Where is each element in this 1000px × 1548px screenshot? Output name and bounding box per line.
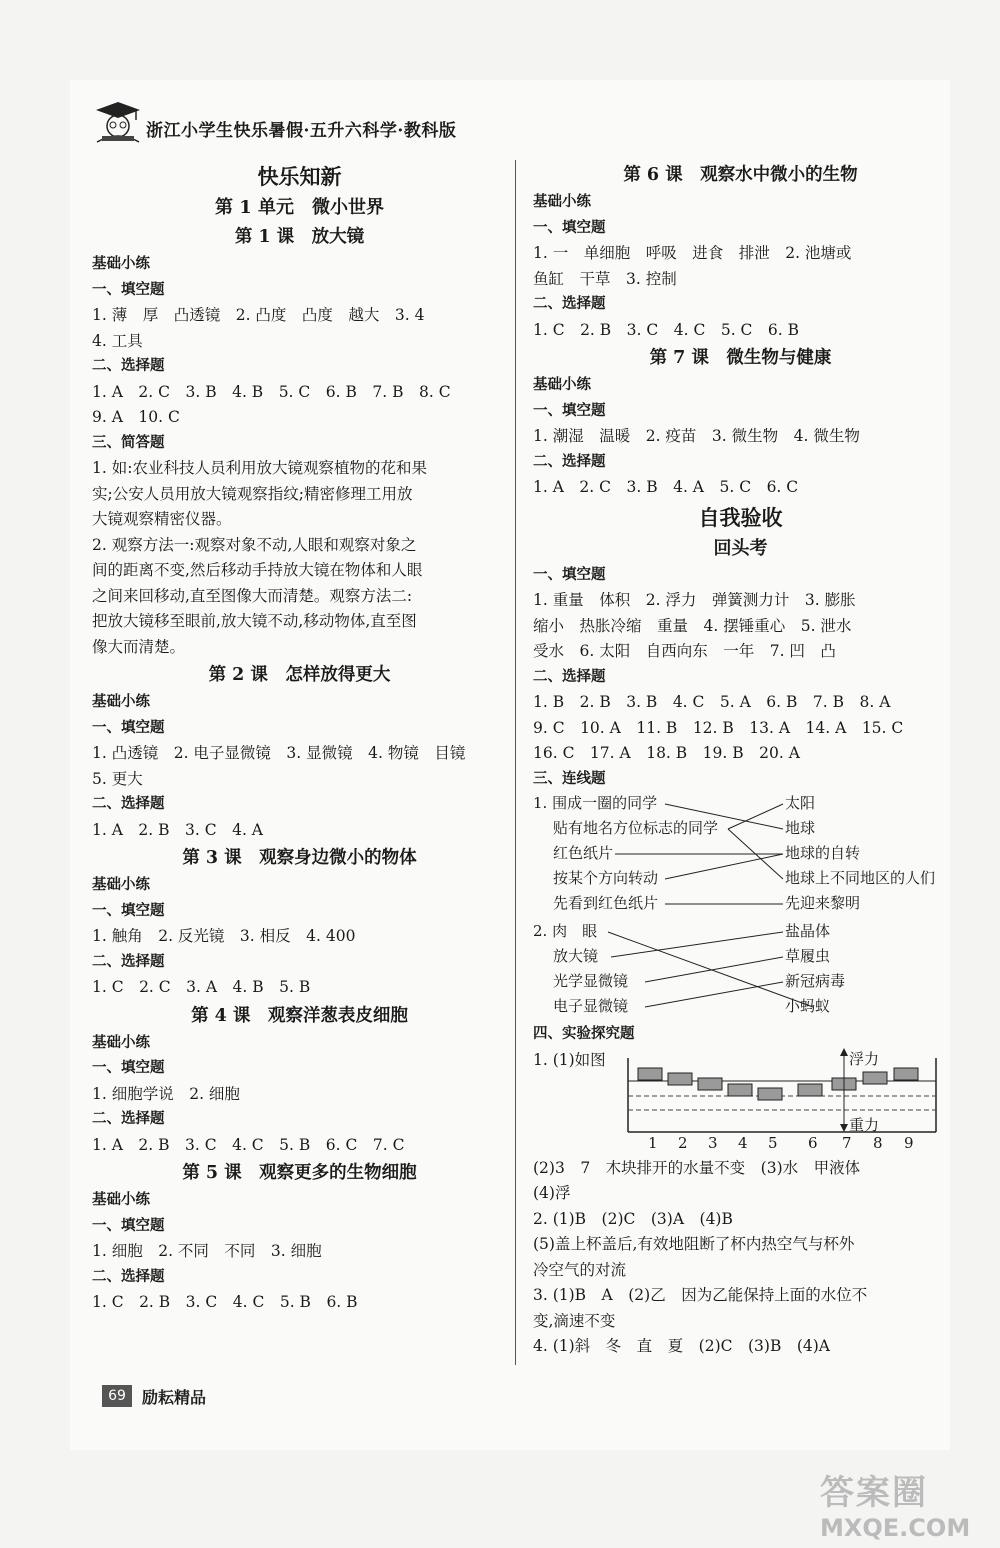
match1-right-4: 地球上不同地区的人们	[785, 869, 936, 887]
match1-left-4: 按某个方向转动	[553, 869, 659, 887]
left-column	[92, 160, 507, 1316]
answer-line: 冷空气的对流	[533, 1260, 627, 1279]
answer-line: 16. C 17. A 18. B 19. B 20. A	[533, 744, 800, 762]
section-heading: 一、填空题	[533, 566, 606, 583]
answer-line: 受水 6. 太阳 自西向东 一年 7. 凹 凸	[533, 642, 836, 660]
answer-line: 1. 凸透镜 2. 电子显微镜 3. 显微镜 4. 物镜 目镜	[92, 744, 466, 762]
page-header	[92, 100, 552, 146]
gravity-label: 重力	[849, 1115, 880, 1134]
answer-line: 像大而清楚。	[92, 637, 186, 656]
section-title: 第 3 课 观察身边微小的物体	[182, 848, 417, 868]
answer-line: 4. (1)斜 冬 直 夏 (2)C (3)B (4)A	[533, 1337, 830, 1355]
section-title: 第 4 课 观察洋葱表皮细胞	[191, 1005, 408, 1026]
answer-line: 1. 薄 厚 凸透镜 2. 凸度 凸度 越大 3. 4	[92, 306, 425, 324]
section-heading: 二、选择题	[533, 453, 606, 470]
section-title: 第 6 课 观察水中微小的生物	[623, 165, 858, 185]
section-heading: 一、填空题	[92, 1060, 165, 1076]
buoyancy-diagram: 1. (1)如图 浮力 重力 1 2 3 4 5 6 7 8 9	[533, 1048, 948, 1156]
section-heading: 一、填空题	[533, 219, 606, 236]
section-heading: 一、填空题	[92, 719, 165, 736]
answer-line: (5)盖上杯盖后,有效地阻断了杯内热空气与杯外	[533, 1235, 855, 1253]
watermark-url: MXQE.COM	[820, 1514, 971, 1542]
section-title: 第 1 课 放大镜	[234, 227, 365, 247]
match1-left-1: 1. 围成一圈的同学	[533, 794, 658, 812]
section-heading: 二、选择题	[92, 1268, 165, 1285]
answer-line: (4)浮	[533, 1184, 571, 1202]
answer-line: 之间来回移动,直至图像大而清楚。观察方法二:	[92, 586, 413, 605]
section-title: 第 5 课 观察更多的生物细胞	[182, 1163, 417, 1183]
answer-line: 实;公安人员用放大镜观察指纹;精密修理工用放	[92, 484, 413, 503]
answer-line: 4. 工具	[92, 331, 143, 350]
match2-right-2: 草履虫	[785, 947, 831, 965]
answer-line: 1. B 2. B 3. B 4. C 5. A 6. B 7. B 8. A	[533, 693, 891, 711]
section-heading: 二、选择题	[533, 668, 606, 685]
answer-line: (2)3 7 木块排开的水量不变 (3)水 甲液体	[533, 1158, 861, 1177]
section-title: 第 1 单元 微小世界	[214, 197, 385, 218]
answer-line: 大镜观察精密仪器。	[92, 510, 232, 528]
match2-right-4: 小蚂蚁	[785, 997, 831, 1015]
match2-right-1: 盐晶体	[785, 922, 831, 940]
answer-line: 2. 观察方法一:观察对象不动,人眼和观察对象之	[92, 535, 417, 554]
section-title: 第 7 课 微生物与健康	[649, 348, 832, 368]
answer-line: 1. 如:农业科技人员利用放大镜观察植物的花和果	[92, 459, 427, 477]
answer-line: 变,滴速不变	[533, 1311, 616, 1330]
right-column	[533, 160, 948, 1360]
match1-left-2: 贴有地名方位标志的同学	[553, 819, 719, 837]
answer-line: 5. 更大	[92, 769, 143, 788]
answer-line: 1. 潮湿 温暖 2. 疫苗 3. 微生物 4. 微生物	[533, 427, 860, 445]
match2-left-1: 2. 肉 眼	[533, 922, 598, 940]
answer-line: 1. 细胞学说 2. 细胞	[92, 1084, 240, 1103]
answer-line: 9. A 10. C	[92, 408, 180, 426]
answer-line: 鱼缸 干草 3. 控制	[533, 269, 677, 288]
section-heading: 一、填空题	[92, 902, 165, 919]
answer-line: 9. C 10. A 11. B 12. B 13. A 14. A 15. C	[533, 718, 904, 737]
section-title: 快乐知新	[257, 164, 342, 189]
answer-line: 1. 重量 体积 2. 浮力 弹簧测力计 3. 膨胀	[533, 591, 856, 609]
section-heading: 三、连线题	[533, 770, 606, 787]
section-heading: 二、选择题	[92, 358, 165, 374]
column-divider	[515, 160, 516, 1365]
section-heading: 基础小练	[92, 256, 150, 272]
section-heading: 一、填空题	[533, 402, 606, 419]
match1-right-5: 先迎来黎明	[785, 894, 861, 912]
match1-right-2: 地球	[785, 819, 816, 837]
answer-line: 1. A 2. B 3. C 4. A	[92, 820, 263, 839]
section-heading: 二、选择题	[92, 953, 165, 970]
watermark	[820, 1465, 990, 1545]
answer-line: 1. A 2. B 3. C 4. C 5. B 6. C 7. C	[92, 1135, 405, 1154]
answer-line: 2. (1)B (2)C (3)A (4)B	[533, 1209, 733, 1228]
page-number: 69	[102, 1385, 132, 1407]
answer-line: 1. C 2. B 3. C 4. C 5. C 6. B	[533, 320, 800, 339]
match1-right-1: 太阳	[785, 794, 816, 812]
answer-line: 把放大镜移至眼前,放大镜不动,移动物体,直至图	[92, 612, 417, 630]
answer-line: 缩小 热胀冷缩 重量 4. 摆锤重心 5. 泄水	[533, 616, 852, 635]
section-heading: 二、选择题	[92, 1111, 165, 1127]
answer-line: 1. 触角 2. 反光镜 3. 相反 4. 400	[92, 927, 356, 945]
section-heading: 基础小练	[92, 1034, 150, 1051]
section-heading: 基础小练	[92, 877, 150, 893]
answer-line: 间的距离不变,然后移动手持放大镜在物体和人眼	[92, 561, 423, 579]
answer-line: 1. C 2. B 3. C 4. C 5. B 6. B	[92, 1293, 358, 1311]
section-heading: 二、选择题	[533, 296, 606, 312]
page-footer	[92, 1383, 282, 1411]
match1-right-3: 地球的自转	[785, 844, 861, 862]
exp-question: 1. (1)如图	[533, 1050, 606, 1069]
watermark-text: 答案圈	[820, 1473, 928, 1513]
answer-line: 1. 一 单细胞 呼吸 进食 排泄 2. 池塘或	[533, 244, 852, 262]
section-heading: 一、填空题	[92, 1217, 165, 1234]
match2-left-4: 电子显微镜	[553, 997, 629, 1015]
matching-question-1	[533, 792, 948, 920]
match1-left-3: 红色纸片	[553, 844, 614, 862]
section-heading: 基础小练	[92, 1192, 150, 1208]
answer-line: 1. A 2. C 3. B 4. B 5. C 6. B 7. B 8. C	[92, 382, 451, 401]
answer-line: 1. 细胞 2. 不同 不同 3. 细胞	[92, 1242, 322, 1260]
match2-right-3: 新冠病毒	[785, 972, 846, 990]
section-heading: 三、简答题	[92, 434, 165, 451]
section-heading: 基础小练	[533, 377, 591, 393]
match2-left-3: 光学显微镜	[553, 972, 629, 990]
match1-left-5: 先看到红色纸片	[553, 894, 659, 912]
matching-question-2	[533, 920, 948, 1022]
answer-line: 1. A 2. C 3. B 4. A 5. C 6. C	[533, 478, 799, 496]
section-title: 第 2 课 怎样放得更大	[208, 665, 391, 685]
section-heading: 二、选择题	[92, 796, 165, 812]
student-mascot-icon	[92, 100, 144, 144]
section-title: 回头考	[713, 537, 768, 559]
section-title: 自我验收	[698, 504, 783, 530]
book-title: 浙江小学生快乐暑假·五升六科学·教科版	[146, 121, 457, 141]
section-heading-experiment: 四、实验探究题	[533, 1026, 635, 1042]
section-heading: 基础小练	[533, 194, 591, 210]
match2-left-2: 放大镜	[553, 947, 599, 965]
answer-line: 1. C 2. C 3. A 4. B 5. B	[92, 978, 311, 996]
section-heading: 基础小练	[92, 694, 150, 710]
answer-line: 3. (1)B A (2)乙 因为乙能保持上面的水位不	[533, 1286, 868, 1304]
section-heading: 一、填空题	[92, 281, 165, 298]
brand-logo: 励耘精品	[142, 1388, 207, 1407]
buoyancy-label: 浮力	[849, 1049, 880, 1068]
